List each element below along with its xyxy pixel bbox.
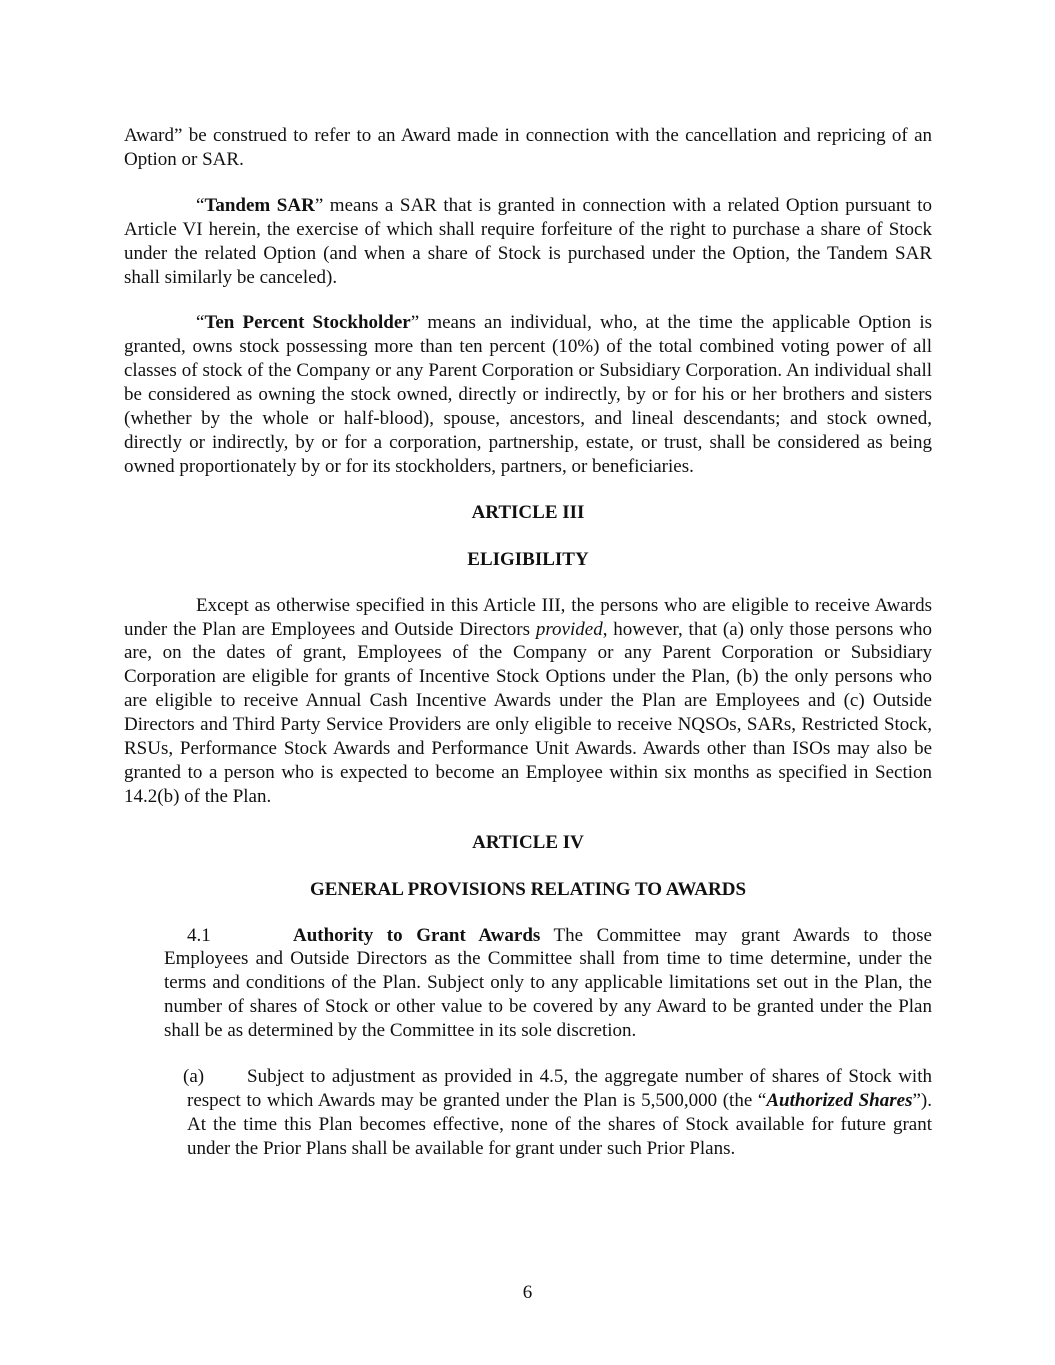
definition-text: ” means an individual, who, at the time the applicable Option is granted, owns stock possessing more than ten percent (10%) of the total combined voting power of all classes of stock of the Company or any Parent Corporation or Subsidiary Corporation. An individual shall be considered as owning the stock owned, directly or indirectly, by or for his or her brothers and sisters (whether by the whole or half-blood), spouse, ancestors, and lineal descendants; and stock owned, directly or indirectly, by or for a corporation, partnership, estate, or trust, shall be considered as being owned proportionately by or for its stockholders, partners, or beneficiaries. [124,312,932,477]
subsection-text: Subject to adjustment as provided in 4.5, the aggregate number of shares of Stock with respect to which Awards may be granted under the Plan is 5,500,000 (the “ [187,1066,932,1111]
page-number: 6 [522,1282,533,1303]
section-body: The Committee may grant Awards to those Employees and Outside Directors as the Committee shall from time to time determine, under the terms and conditions of the Plan. Subject only to any applicable limitations set out in the Plan, the number of shares of Stock or other value to be covered by any Award to be granted under the Plan shall be as determined by the Committee in its sole discretion. [164,924,932,1042]
open-quote: “ [196,312,205,334]
italic-provided: provided [535,618,603,640]
section-4-1 [164,924,932,1044]
subsection-text-cont: ”). At the time this Plan becomes effective, none of the shares of Stock available for future grant under the Prior Plans shall be available for grant under such Prior Plans. [187,1090,932,1159]
tandem-sar-definition [124,194,932,290]
ten-percent-stockholder-definition [124,311,932,478]
article-4-title: GENERAL PROVISIONS RELATING TO AWARDS [309,878,747,900]
subsection-label: (a) [183,1066,205,1088]
article-3-title: ELIGIBILITY [467,548,589,570]
eligibility-text: Except as otherwise specified in this Article III, the persons who are eligible to receive Awards under the Plan are Employees and Outside Directors [124,594,932,640]
section-number: 4.1 [187,924,211,946]
article-4-number: ARTICLE IV [472,831,584,853]
defined-term-tandem-sar: Tandem SAR [204,194,315,216]
eligibility-paragraph [124,594,932,809]
definition-text: ” means a SAR that is granted in connection with a related Option pursuant to Article VI herein, the exercise of which shall require forfeiture of the right to purchase a share of Stock under the related Option (and when a share of Stock is purchased under the Option, the Tandem SAR shall similarly be canceled). [124,194,932,288]
article-3-number: ARTICLE III [471,501,585,523]
open-quote: “ [196,194,205,216]
eligibility-text-cont: , however, that (a) only those persons who are, on the dates of grant, Employees of the Company or any Parent Corporation or Subsidiary Corporation are eligible for grants of Incentive Stock Options under the Plan, (b) the only persons who are eligible to receive Annual Cash Incentive Awards under the Plan are Employees and (c) Outside Directors and Third Party Service Providers are only eligible to receive NQSOs, SARs, Restricted Stock, RSUs, Performance Stock Awards and Performance Unit Awards. Awards other than ISOs may also be granted to a person who is expected to become an Employee within six months as specified in Section 14.2(b) of the Plan. [124,618,932,807]
defined-term-ten-percent-stockholder: Ten Percent Stockholder [204,312,411,334]
continued-paragraph: Award” be construed to refer to an Award made in connection with the cancellation and repricing of an Option or SAR. [124,125,932,170]
document-page [124,124,932,1161]
section-heading: Authority to Grant Awards [293,924,541,946]
defined-term-authorized-shares: Authorized Shares [766,1090,913,1111]
subsection-a [183,1065,932,1161]
